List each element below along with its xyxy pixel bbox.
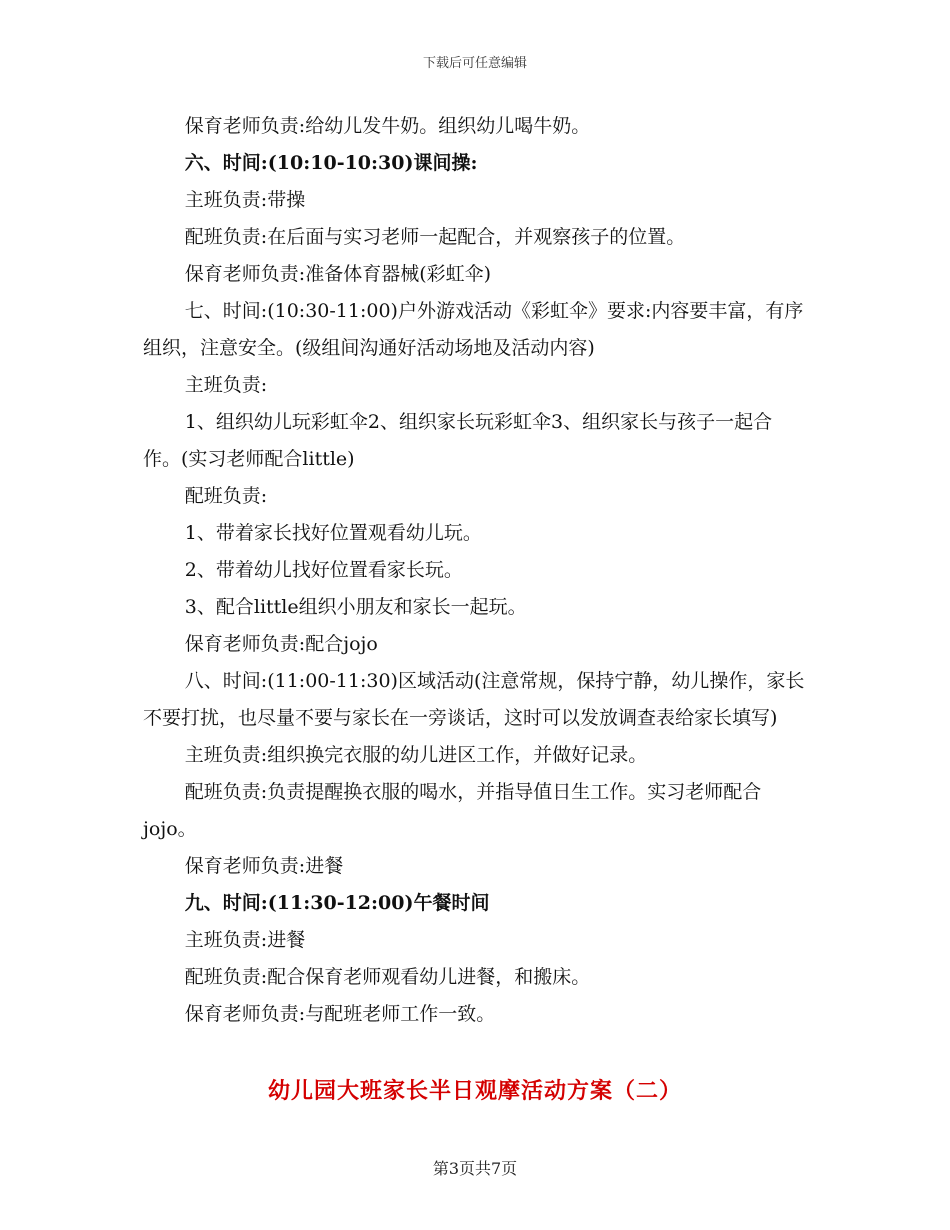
paragraph: 主班负责:进餐 <box>184 929 306 951</box>
page-footer: 第3页共7页 <box>432 1159 518 1178</box>
paragraph: 主班负责:组织换完衣服的幼儿进区工作，并做好记录。 <box>184 744 648 766</box>
paragraph: 配班负责:负责提醒换衣服的喝水，并指导值日生工作。实习老师配合jojo。 <box>143 781 762 840</box>
paragraph: 配班负责: <box>184 485 268 507</box>
section-heading: 八、时间:(11:00-11:30)区域活动(注意常规，保持宁静，幼儿操作，家长不要打扰，也尽量不要与家长在一旁谈话，这时可以发放调查表给家长填写) <box>143 670 805 729</box>
paragraph: 配班负责:配合保育老师观看幼儿进餐，和搬床。 <box>184 966 591 988</box>
section-heading: 七、时间:(10:30-11:00)户外游戏活动《彩虹伞》要求:内容要丰富，有序组织，注意安全。(级组间沟通好活动场地及活动内容) <box>143 300 804 359</box>
paragraph: 保育老师负责:配合jojo <box>184 633 378 655</box>
section-heading: 九、时间:(11:30-12:00)午餐时间 <box>184 892 490 914</box>
paragraph: 1、组织幼儿玩彩虹伞2、组织家长玩彩虹伞3、组织家长与孩子一起合作。(实习老师配合little) <box>143 411 773 470</box>
paragraph: 保育老师负责:与配班老师工作一致。 <box>184 1003 496 1025</box>
paragraph: 配班负责:在后面与实习老师一起配合，并观察孩子的位置。 <box>184 226 686 248</box>
paragraph: 保育老师负责:进餐 <box>184 855 344 877</box>
page-header: 下载后可任意编辑 <box>422 56 527 71</box>
paragraph: 保育老师负责:给幼儿发牛奶。组织幼儿喝牛奶。 <box>184 115 591 137</box>
document-title: 幼儿园大班家长半日观摩活动方案（二） <box>267 1078 682 1104</box>
paragraph: 保育老师负责:准备体育器械(彩虹伞) <box>184 263 492 285</box>
section-heading: 六、时间:(10:10-10:30)课间操: <box>184 152 478 174</box>
paragraph: 3、配合little组织小朋友和家长一起玩。 <box>184 596 527 618</box>
paragraph: 2、带着幼儿找好位置看家长玩。 <box>184 559 463 581</box>
paragraph: 主班负责: <box>184 374 268 396</box>
paragraph: 主班负责:带操 <box>184 189 306 211</box>
paragraph: 1、带着家长找好位置观看幼儿玩。 <box>184 522 482 544</box>
document-body <box>143 108 808 1033</box>
